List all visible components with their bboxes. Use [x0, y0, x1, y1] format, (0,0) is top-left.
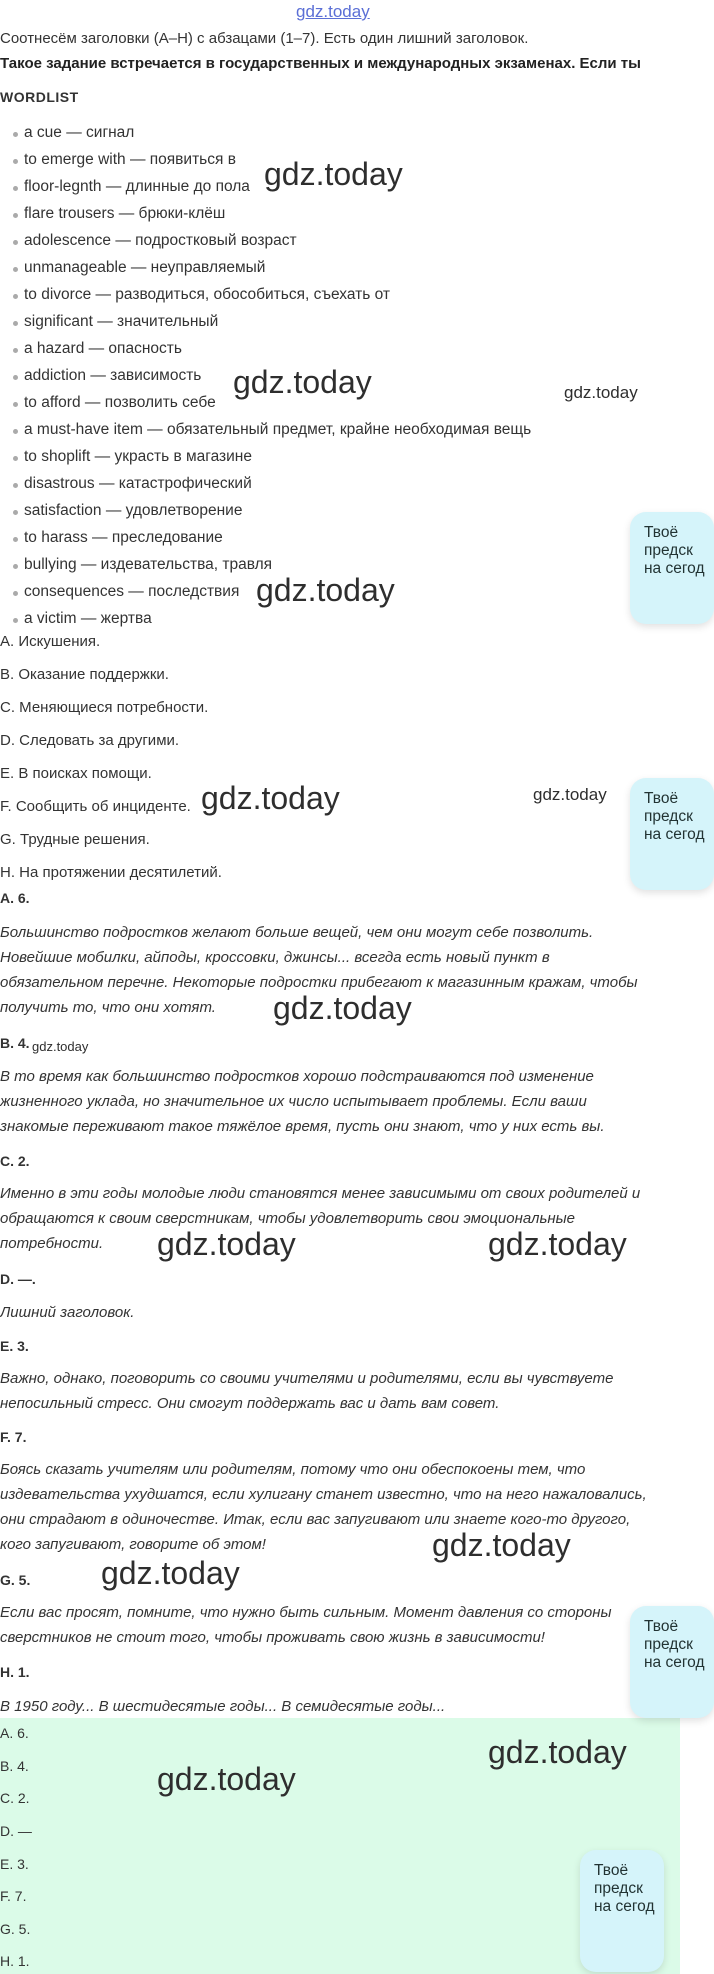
wordlist — [0, 124, 531, 637]
answer-label: G. 5. — [0, 1572, 31, 1588]
answer-paragraph — [0, 1181, 680, 1256]
task-note: Такое задание встречается в государственных и международных экзаменах. Если ты — [0, 55, 641, 72]
summary-item: G. 5. — [0, 1921, 31, 1937]
heading-item: A. Искушения. — [0, 633, 101, 650]
watermark: gdz.today — [488, 1734, 627, 1770]
wordlist-item: addiction — зависимость — [0, 367, 531, 394]
wordlist-item: bullying — издевательства, травля — [0, 556, 531, 583]
headings-list — [0, 632, 222, 896]
wordlist-item: floor-legnth — длинные до пола — [0, 178, 531, 205]
watermark: gdz.today — [201, 780, 340, 816]
summary-item: C. 2. — [0, 1790, 30, 1806]
wordlist-item: to divorce — разводиться, обособиться, съехать от — [0, 286, 531, 313]
answer-line: обязательном перечне. Некоторые подростки прибегают к магазинным кражам, чтобы — [0, 974, 638, 991]
answer-line: Большинство подростков желают больше вещей, чем они могут себе позволить. — [0, 924, 594, 941]
wordlist-item: disastrous — катастрофический — [0, 475, 531, 502]
answer-summary-box — [0, 1718, 680, 1974]
wordlist-title: WORDLIST — [0, 89, 79, 105]
promo-line: предск — [594, 1880, 643, 1897]
answer-label: F. 7. — [0, 1429, 27, 1445]
wordlist-item: adolescence — подростковый возраст — [0, 232, 531, 259]
answer-line: Новейшие мобилки, айподы, кроссовки, джинсы... всегда есть новый пункт в — [0, 949, 550, 966]
summary-item: E. 3. — [0, 1856, 29, 1872]
answer-paragraph — [0, 1694, 680, 1719]
promo-widget[interactable] — [630, 778, 714, 890]
answer-line: обращаются к своим сверстникам, чтобы удовлетворить свои эмоциональные — [0, 1210, 576, 1227]
watermark: gdz.today — [488, 1226, 627, 1262]
answer-label: A. 6. — [0, 890, 30, 906]
promo-line: Твоё — [644, 1618, 679, 1635]
heading-item: B. Оказание поддержки. — [0, 666, 169, 683]
task-instruction: Соотнесём заголовки (A–H) с абзацами (1–7). Есть один лишний заголовок. — [0, 30, 529, 47]
watermark: gdz.today — [533, 785, 607, 804]
heading-item: C. Меняющиеся потребности. — [0, 699, 209, 716]
watermark: gdz.today — [273, 990, 412, 1026]
wordlist-item: a hazard — опасность — [0, 340, 531, 367]
answer-line: сверстников не стоит того, чтобы проживать свою жизнь в зависимости! — [0, 1629, 545, 1646]
answer-line: получить то, что они хотят. — [0, 999, 216, 1016]
wordlist-item: to emerge with — появиться в — [0, 151, 531, 178]
watermark: gdz.today — [157, 1761, 296, 1797]
answer-line: Лишний заголовок. — [0, 1304, 135, 1321]
summary-item: F. 7. — [0, 1888, 27, 1904]
heading-item: E. В поисках помощи. — [0, 765, 152, 782]
promo-widget[interactable] — [630, 1606, 714, 1718]
promo-widget[interactable] — [630, 512, 714, 624]
answer-line: издевательства ухудшатся, если хулигану станет известно, что на него нажаловались, — [0, 1486, 647, 1503]
promo-line: на сегод — [644, 560, 705, 577]
wordlist-item: a cue — сигнал — [0, 124, 531, 151]
answer-line: они страдают в одиночестве. Итак, если вас запугивают или знаете кого-то другого, — [0, 1511, 631, 1528]
promo-line: предск — [644, 1636, 693, 1653]
summary-item: H. 1. — [0, 1953, 30, 1969]
watermark: gdz.today — [101, 1555, 240, 1591]
answer-line: Боясь сказать учителям или родителям, потому что они обеспокоены тем, что — [0, 1461, 586, 1478]
watermark: gdz.today — [157, 1226, 296, 1262]
promo-line: Твоё — [594, 1862, 629, 1879]
watermark: gdz.today — [233, 364, 372, 400]
promo-line: Твоё — [644, 790, 679, 807]
wordlist-item: consequences — последствия — [0, 583, 531, 610]
answer-paragraph — [0, 1366, 680, 1416]
answer-label: C. 2. — [0, 1153, 30, 1169]
watermark: gdz.today — [264, 156, 403, 192]
answer-label: E. 3. — [0, 1338, 29, 1354]
watermark: gdz.today — [564, 383, 638, 402]
answer-label: H. 1. — [0, 1664, 30, 1680]
promo-line: на сегод — [644, 1654, 705, 1671]
wordlist-item: flare trousers — брюки-клёш — [0, 205, 531, 232]
promo-line: предск — [644, 808, 693, 825]
answer-line: В то время как большинство подростков хорошо подстраиваются под изменение — [0, 1068, 594, 1085]
answer-paragraph — [0, 1457, 680, 1557]
wordlist-item: to harass — преследование — [0, 529, 531, 556]
answer-paragraph — [0, 1300, 680, 1325]
watermark: gdz.today — [432, 1527, 571, 1563]
answer-line: знакомые переживают такое тяжёлое время, пусть они знают, что у них есть вы. — [0, 1118, 605, 1135]
wordlist-item: to afford — позволить себе — [0, 394, 531, 421]
promo-line: Твоё — [644, 524, 679, 541]
answer-label: B. 4. — [0, 1035, 30, 1051]
wordlist-item: unmanageable — неуправляемый — [0, 259, 531, 286]
answer-line: кого запугивают, говорите об этом! — [0, 1536, 266, 1553]
promo-line: на сегод — [594, 1898, 655, 1915]
promo-line: на сегод — [644, 826, 705, 843]
site-link[interactable]: gdz.today — [296, 2, 370, 21]
answer-paragraph — [0, 1600, 680, 1650]
wordlist-item: a victim — жертва — [0, 610, 531, 637]
answer-paragraph — [0, 920, 680, 1020]
heading-item: D. Следовать за другими. — [0, 732, 180, 749]
wordlist-item: to shoplift — украсть в магазине — [0, 448, 531, 475]
answer-line: непосильный стресс. Они смогут поддержать вас и дать вам совет. — [0, 1395, 500, 1412]
answer-line: В 1950 году... В шестидесятые годы... В семидесятые годы... — [0, 1698, 446, 1715]
answer-line: Именно в эти годы молодые люди становятся менее зависимыми от своих родителей и — [0, 1185, 641, 1202]
wordlist-item: significant — значительный — [0, 313, 531, 340]
summary-item: D. — — [0, 1823, 32, 1839]
answer-line: Важно, однако, поговорить со своими учителями и родителями, если вы чувствуете — [0, 1370, 614, 1387]
heading-item: F. Сообщить об инциденте. — [0, 798, 191, 815]
promo-line: предск — [644, 542, 693, 559]
answer-line: потребности. — [0, 1235, 104, 1252]
answer-paragraph — [0, 1064, 680, 1139]
heading-item: H. На протяжении десятилетий. — [0, 864, 222, 881]
heading-item: G. Трудные решения. — [0, 831, 150, 848]
promo-widget[interactable] — [580, 1850, 664, 1972]
answer-line: Если вас просят, помните, что нужно быть сильным. Момент давления со стороны — [0, 1604, 612, 1621]
watermark: gdz.today — [256, 572, 395, 608]
wordlist-item: a must-have item — обязательный предмет, крайне необходимая вещь — [0, 421, 531, 448]
answer-line: жизненного уклада, но значительное их число испытывает проблемы. Если ваши — [0, 1093, 587, 1110]
wordlist-item: satisfaction — удовлетворение — [0, 502, 531, 529]
summary-item: B. 4. — [0, 1758, 29, 1774]
answer-label: D. —. — [0, 1271, 36, 1287]
summary-item: A. 6. — [0, 1725, 29, 1741]
watermark: gdz.today — [32, 1039, 89, 1054]
